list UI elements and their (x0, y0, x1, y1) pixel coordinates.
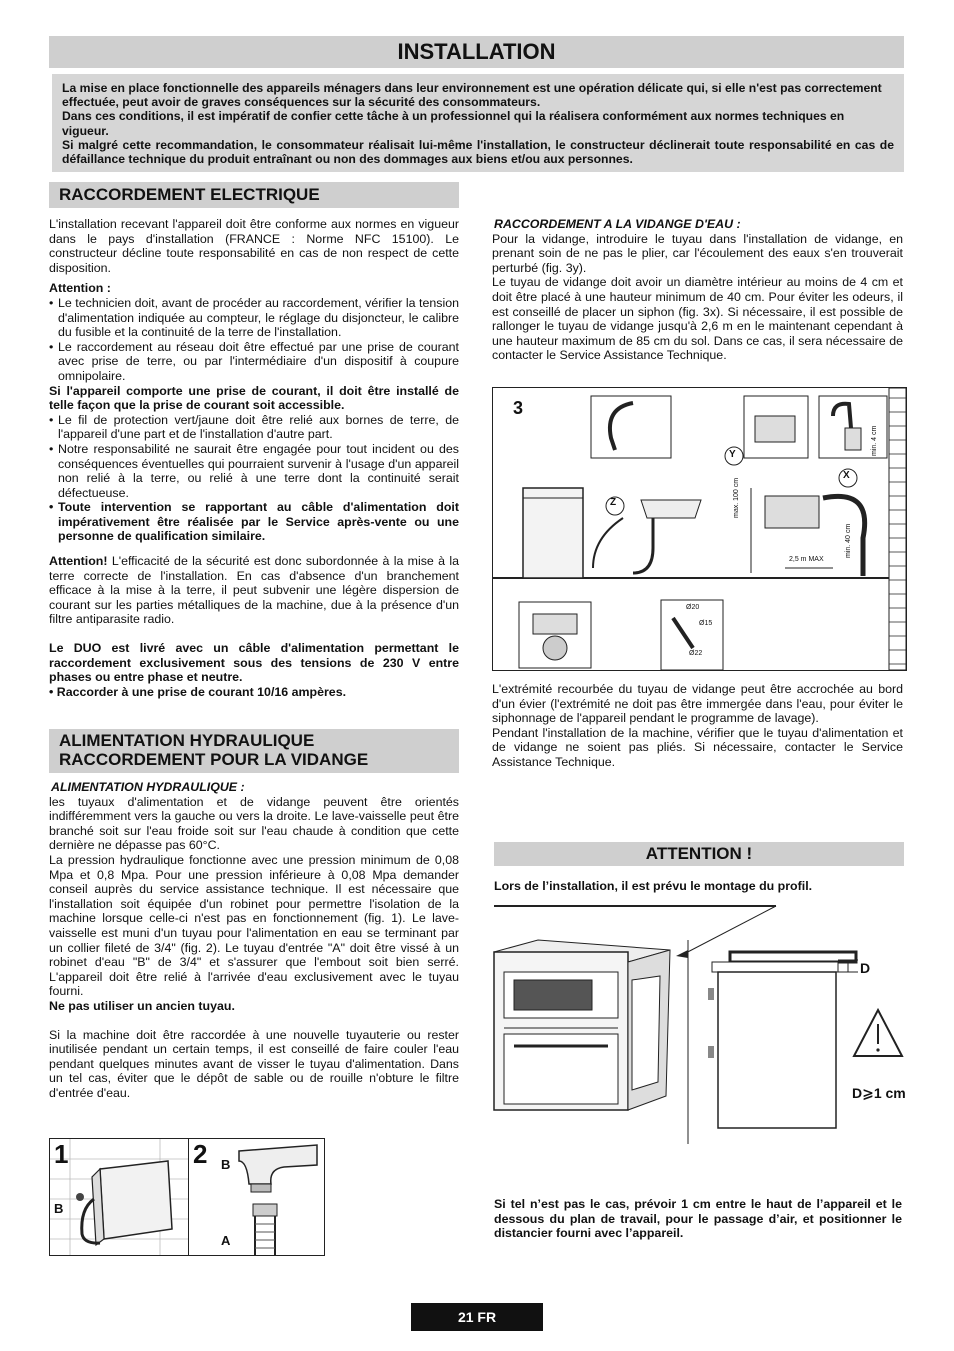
figure-1 (49, 1138, 189, 1256)
figure-number-1: 1 (54, 1139, 69, 1169)
electrique-section (49, 217, 459, 699)
section-heading-attention: ATTENTION ! (494, 842, 904, 866)
label-y: Y (729, 449, 736, 460)
tap-connector-illustration (189, 1139, 324, 1255)
list-item: • Le raccordement au réseau doit être effectué par une prise de courant avec prise de terre, ou par l'intermédiaire d'un dispositif à coupure omnipolaire. (49, 340, 459, 384)
figure-3 (492, 387, 907, 671)
list-item: • Notre responsabilité ne saurait être engagée pour tout incident ou des conséquences éventuelles qui pourraient survenir à l'usage d'un appareil non relié à la terre, ou relié à une terre dont la continuité serait défectueuse. (49, 442, 459, 500)
heading-line: ALIMENTATION HYDRAULIQUE (59, 731, 315, 750)
attention2-label: Attention! (49, 554, 108, 569)
vidange-section (492, 217, 903, 363)
subheading-vidange: RACCORDEMENT A LA VIDANGE D'EAU : (494, 217, 741, 231)
page-number: 21 FR (411, 1303, 543, 1331)
attention-label: Attention : (49, 281, 111, 296)
dishwasher-tap-illustration (50, 1139, 188, 1255)
label-min-4cm: min. 4 cm (871, 425, 878, 456)
paragraph: La pression hydraulique fonctionne avec une pression minimum de 0,08 Mpa et 0,8 Mpa. Pour une pression inférieure à 0,08 Mpa demander conseil auprès du service assistance technique. Il est nécessaire que l'installation soit équipée d'un robinet pour permettre l'isolation de la machine lorsque celle-ci n'est pas en fonctionnement (fig. 1). Le lave-vaisselle est muni d'un tuyau pour l'alimentation en eau se terminant par un collier fileté de 3/4" (fig. 2). Le tuyau d'entrée "A" doit être vissé à un robinet d'eau "B" de 3/4" et s'assurer que l'embout soit bien serré. L'appareil doit être relié à l'arrivée d'eau exclusivement avec le tuyau fourni. (49, 852, 459, 999)
old-hose-warning: Ne pas utiliser un ancien tuyau. (49, 998, 235, 1013)
label-b: B (54, 1201, 64, 1216)
section-heading-hydraulique (49, 729, 459, 773)
intro-paragraph: La mise en place fonctionnelle des appareils ménagers dans leur environnement est une opération délicate qui, si elle n'est pas correctement effectuée, peut avoir de graves conséquences sur la sécurité des consommateurs. (62, 81, 882, 110)
attention-paragraph (49, 554, 459, 627)
figure-2 (188, 1138, 325, 1256)
label-x: X (843, 470, 850, 481)
paragraph: les tuyaux d'alimentation et de vidange peuvent être orientés indifféremment vers la gauche ou vers la droite. Le lave-vaisselle peut être branché soit sur l'eau froide soit sur l'eau chaude à condition que cette dernière ne dépasse pas 60°C. (49, 794, 459, 853)
profile-figure (490, 900, 910, 1150)
label-d15: Ø15 (699, 620, 713, 627)
label-a: A (221, 1233, 231, 1248)
section-heading-electrique: RACCORDEMENT ELECTRIQUE (49, 182, 459, 208)
vidange-section-2 (492, 682, 903, 770)
hydraulique-section (49, 780, 459, 1100)
intro-box (52, 74, 904, 172)
electrique-bullets-2 (49, 413, 459, 544)
profile-note: Lors de l’installation, il est prévu le montage du profil. (494, 879, 813, 893)
label-min-40: min. 40 cm (845, 523, 852, 558)
paragraph: Le tuyau de vidange doit avoir un diamètre intérieur au moins de 4 cm et doit être placé à une hauteur minimum de 40 cm. Pour éviter les odeurs, il est conseillé de placer un siphon (fig. 3x). Si nécessaire, il est possible de rallonger le tuyau de vidange jusqu'à 2,6 m en le maintenant cependant à une hauteur maximum de 85 cm du sol. Dans ce cas, il sera nécessaire de contacter le Service Assistance Technique. (492, 275, 903, 363)
attention2-text: L'efficacité de la sécurité est donc subordonnée à la mise à la terre correcte de l'installation. En cas d'absence d'un branchement efficace à la mise à la terre, il peut subvenir une légère dispersion de courant sur les parties métalliques de la machine, due à la présence d'un filtre antiparasite radio. (49, 554, 459, 627)
label-2-5m-max: 2,5 m MAX (789, 556, 824, 563)
spacer-note: Si tel n’est pas le cas, prévoir 1 cm entre le haut de l’appareil et le dessous du plan de travail, pour le passage d’air, et positionner le distancier fourni avec l’appareil. (494, 1197, 902, 1241)
label-d-min: D⩾1 cm (852, 1085, 906, 1101)
duo-note: Le DUO est livré avec un câble d'alimentation permettant le raccordement exclusivement sous des tensions de 230 V entre phases ou entre phase et neutre. (49, 641, 459, 685)
intro-paragraph: Si malgré cette recommandation, le consommateur réalisait lui-même l'installation, le constructeur déclinerait toute responsabilité en cas de défaillance technique du produit entraînant ou non des dommages aux biens et/ou aux personnes. (62, 137, 894, 167)
intro-paragraph: Dans ces conditions, il est impératif de confier cette tâche à un professionnel qui la réalisera conformément aux normes techniques en vigueur. (62, 109, 845, 138)
paragraph: Pendant l'installation de la machine, vérifier que le tuyau d'alimentation et de vidange ne soient pas pliés. Si nécessaire, contacter le Service Assistance Technique. (492, 725, 903, 769)
label-d20: Ø20 (686, 604, 700, 611)
electrique-bullets-1 (49, 296, 459, 384)
paragraph: L'extrémité recourbée du tuyau de vidange peut être accrochée au bord d'un évier (l'extrémité ne doit pas être immergée dans l'eau, pour éviter le siphonnage de l'appareil pendant le programme de lavage). (492, 682, 903, 726)
figure-number-3: 3 (513, 398, 524, 418)
subheading-alimentation: ALIMENTATION HYDRAULIQUE : (51, 780, 245, 794)
label-b: B (221, 1157, 231, 1172)
label-z: Z (610, 497, 617, 508)
list-item: • Toute intervention se rapportant au câble d'alimentation doit impérativement être réalisée par le Service après-vente ou une personne de qualification similaire. (49, 500, 459, 544)
paragraph: Si la machine doit être raccordée à une nouvelle tuyauterie ou rester inutilisée pendant un certain temps, il est conseillé de faire couler l'eau pendant quelques minutes avant de visser le tuyau d'alimentation. Dans un tel cas, éviter que le dépôt de sable ou de rouille n'obture le filtre d'entrée d'eau. (49, 1027, 459, 1100)
paragraph: Pour la vidange, introduire le tuyau dans l'installation de vidange, en prenant soin de ne pas le plier, car l'écoulement des eaux s'en trouverait perturbé (fig. 3y). (492, 231, 903, 275)
label-d22: Ø22 (689, 650, 703, 657)
heading-line: RACCORDEMENT POUR LA VIDANGE (59, 750, 369, 769)
figure-number-2: 2 (193, 1139, 208, 1169)
duo-bullet: • Raccorder à une prise de courant 10/16 ampères. (49, 684, 347, 699)
electrique-intro: L'installation recevant l'appareil doit être conforme aux normes en vigueur dans le pays d'installation (FRANCE : Norme NFC 15100). Le constructeur décline toute responsabilité en cas de non respect de cette disposition. (49, 217, 459, 275)
list-item: • Le fil de protection vert/jaune doit être relié aux bornes de terre, de l'appareil d'une part et de l'installation d'autre part. (49, 413, 459, 442)
list-item: • Le technicien doit, avant de procéder au raccordement, vérifier la tension d'alimentation indiquée au compteur, le réglage du disjoncteur, le calibre du fusible et la continuité de la terre de l'installation. (49, 296, 459, 340)
profile-mounting-illustration (490, 900, 910, 1150)
label-max-100: max. 100 cm (733, 477, 740, 518)
plug-note: Si l'appareil comporte une prise de courant, il doit être installé de telle façon que la prise de courant soit accessible. (49, 383, 459, 413)
page-title: INSTALLATION (49, 36, 904, 68)
label-d: D (860, 960, 871, 976)
